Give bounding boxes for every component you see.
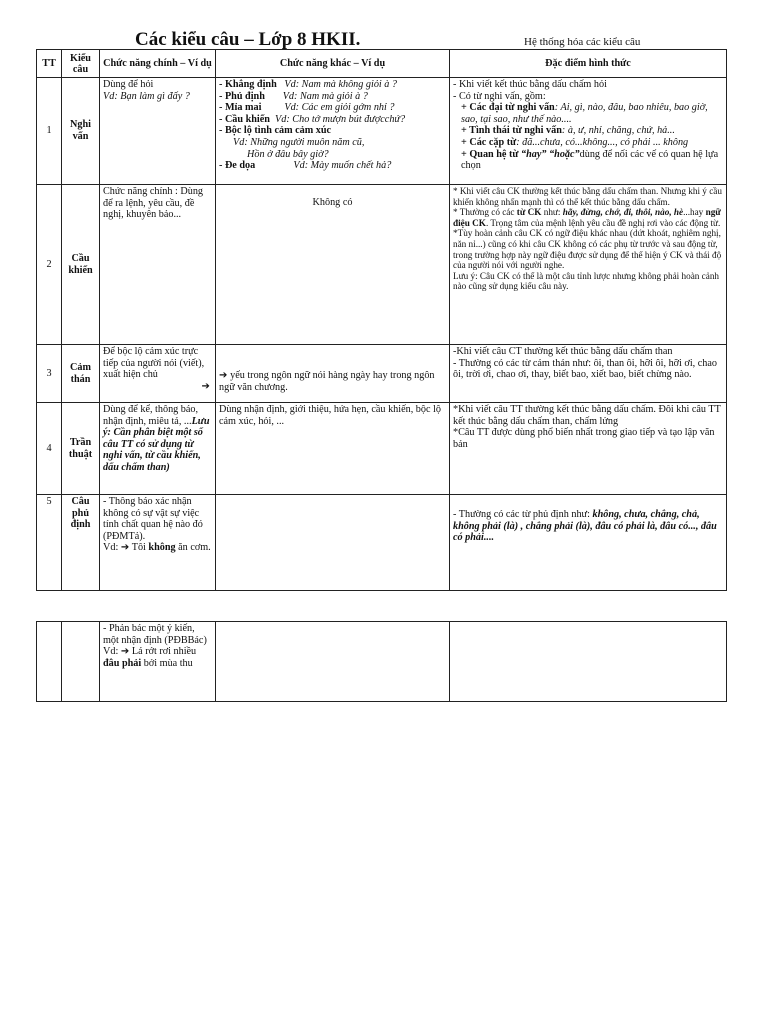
other-function-cell — [216, 622, 450, 702]
sentence-type: Nghi vấn — [62, 78, 100, 185]
row-number: 3 — [37, 345, 62, 403]
main-function-cell — [100, 403, 216, 495]
table-row — [37, 622, 727, 702]
row-number: 5 — [37, 495, 62, 591]
form-feature-text: : Ai, gì, nào, đâu, bao nhiêu, bao giờ, sao, tại sao, như thế nào.... — [461, 102, 708, 125]
header-kieu-cau: Kiểu câu — [62, 50, 100, 78]
function-label: - Đe dọa — [219, 160, 256, 172]
row-number — [37, 622, 62, 702]
form-feature-text: * Khi viết câu CK thường kết thúc bằng dấu chấm than. Nhưng khi ý cầu khiến không nhấn mạnh thì có thể kết thúc bằng dấu chấm. — [453, 186, 722, 207]
main-function-keyword: đâu phải — [103, 657, 142, 669]
function-example: Vd: Các em giỏi gớm nhỉ ? — [284, 102, 395, 114]
form-feature-text: . Trọng tâm của mệnh lệnh yêu cầu đề nghị rơi vào các động từ. — [485, 217, 721, 228]
function-label: - Khẳng định — [219, 79, 277, 90]
form-feature-cell — [450, 403, 727, 495]
function-example: Vd: Cho tớ mượn bút đượcchứ? — [275, 113, 406, 125]
row-number: 1 — [37, 78, 62, 185]
form-feature-label: + Tình thái từ nghi vấn — [461, 125, 562, 137]
form-feature-cell — [450, 345, 727, 403]
form-feature-text: - Khi viết kết thúc bằng dấu chấm hỏi — [453, 79, 607, 90]
header-tt: TT — [37, 50, 62, 78]
form-feature-cell — [450, 622, 727, 702]
form-feature-text: dùng để nối các vế có quan hệ lựa chọn — [461, 148, 719, 172]
form-feature-label: từ CK — [516, 207, 542, 218]
arrow-right-icon: ➔ — [219, 370, 228, 381]
form-feature-text: - Có từ nghi vấn, gồm: — [453, 90, 546, 102]
main-function-example: ăn cơm. — [175, 542, 211, 554]
function-example: Vd: Những người muôn năm cũ, — [233, 136, 365, 148]
table-row — [37, 495, 727, 591]
form-feature-text: *Khi viết câu TT thường kết thúc bằng dấu chấm. Đôi khi câu TT kết thúc bằng dấu chấm than, chấm lửng — [453, 404, 721, 427]
form-feature-text: : đã...chưa, có...không..., có phải ... không — [516, 136, 689, 148]
other-function-cell — [216, 185, 450, 345]
form-feature-cell — [450, 78, 727, 185]
document-title: Các kiểu câu – Lớp 8 HKII. — [135, 29, 361, 50]
form-feature-label: + Quan hệ từ — [461, 148, 519, 160]
function-example: Hồn ở đâu bây giờ? — [247, 148, 329, 160]
form-feature-text: - Thường có các từ phủ định như: — [453, 509, 593, 520]
main-function-example: bởi mùa thu — [141, 657, 193, 669]
form-feature-note: Lưu ý: Câu CK có thể là một câu tỉnh lược nhưng không phải hoàn cảnh nào cũng sử dụng kiểu câu này. — [453, 270, 720, 292]
sentence-types-table — [36, 49, 727, 591]
form-feature-text: * Thường có các — [453, 207, 517, 218]
form-feature-keywords: hãy, đừng, chớ, đi, thôi, nào, hè — [562, 207, 684, 218]
form-feature-text: ...hay — [683, 207, 706, 218]
sentence-type — [62, 622, 100, 702]
header-chuc-nang-khac: Chức năng khác – Ví dụ — [216, 50, 450, 78]
main-function-keyword: không — [148, 542, 176, 554]
form-feature-text: *Câu TT được dùng phổ biến nhất trong giao tiếp và tạo lập văn bản — [453, 427, 715, 450]
other-function-cell — [216, 495, 450, 591]
main-function-example: Vd: ➔ Lá rớt rơi nhiều — [103, 646, 197, 658]
table-row — [37, 403, 727, 495]
form-feature-cell — [450, 495, 727, 591]
main-function-cell — [100, 185, 216, 345]
table-row — [37, 185, 727, 345]
document-subtitle: Hệ thống hóa các kiểu câu — [524, 36, 641, 48]
form-feature-text: - Thường có các từ cảm thán như: ôi, than ôi, hỡi ôi, hỡi ơi, chao ôi, trời ơi, chao ơi, thay, biết bao, xiết bao, biết chừng nào. — [453, 357, 717, 381]
main-function-cell — [100, 345, 216, 403]
main-function-text: Để bộc lộ cảm xúc trực tiếp của người nói (viết), xuất hiện chủ — [103, 346, 205, 381]
header-dac-diem: Đặc điểm hình thức — [450, 50, 727, 78]
function-example: Vd: Nam mà không giỏi à ? — [284, 79, 398, 90]
form-feature-label: + Các cặp từ — [461, 136, 517, 148]
other-function-text: Dùng nhận định, giới thiệu, hứa hẹn, cầu khiến, bộc lộ cảm xúc, hỏi, ... — [219, 404, 441, 427]
function-label: - Mỉa mai — [219, 102, 262, 114]
form-feature-text: : à, ư, nhỉ, chăng, chứ, hả... — [561, 125, 675, 137]
other-function-cell — [216, 403, 450, 495]
table-header-row — [37, 50, 727, 78]
function-example: Vd: Nam mà giỏi à ? — [282, 90, 368, 102]
sentence-type: Câu phủ định — [62, 495, 100, 591]
main-function-cell — [100, 622, 216, 702]
main-function-text: Chức năng chính : Dùng để ra lệnh, yêu cầu, đề nghị, khuyên bảo... — [103, 186, 204, 221]
form-feature-text: như: — [541, 207, 563, 218]
main-function-text: Dùng để kể, thông báo, nhận định, miêu tả, ... — [103, 404, 199, 427]
form-feature-keywords: “hay” “hoặc” — [521, 148, 580, 160]
main-function-text: Dùng để hỏi — [103, 79, 154, 90]
other-function-text: yếu trong ngôn ngữ nói hàng ngày hay trong ngôn ngữ văn chương. — [219, 370, 435, 393]
form-feature-cell — [450, 185, 727, 345]
continuation-table — [36, 621, 727, 702]
other-function-cell — [216, 78, 450, 185]
form-feature-text: -Khi viết câu CT thường kết thúc bằng dấu chấm than — [453, 346, 673, 357]
main-function-text: - Phản bác một ý kiến, một nhận định (PĐBBác) — [103, 623, 207, 646]
form-feature-label: ngữ điệu CK — [453, 207, 721, 228]
row-number: 2 — [37, 185, 62, 345]
function-label: - Phủ định — [219, 90, 265, 102]
sentence-type: Cầu khiến — [62, 185, 100, 345]
main-function-cell — [100, 78, 216, 185]
row-number: 4 — [37, 403, 62, 495]
function-example: Vd: Mày muốn chết hả? — [293, 160, 392, 172]
main-function-cell — [100, 495, 216, 591]
form-feature-keywords: không, chưa, chẳng, chả, không phải (là) , chẳng phải (là), đâu có phải là, đâu có..., đâu có phải.... — [453, 509, 717, 544]
table-row — [37, 345, 727, 403]
form-feature-text: *Tùy hoàn cảnh câu CK có ngữ điệu khác nhau (dứt khoát, nghiêm nghị, năn nỉ...) cũng có khi câu CK không có các phụ từ trước và sau động từ, trong trường hợp này ngữ điệu được sử dụng để thể hiện ý CK và thái độ của người nói với người nghe. — [453, 228, 722, 271]
main-function-text: - Thông báo xác nhận không có sự vật sự việc tính chất quan hệ nào đó (PĐMTả). — [103, 496, 203, 542]
main-function-example: Vd: ➔ Tôi — [103, 542, 149, 554]
function-label: - Bộc lộ tình cảm cảm xúc — [219, 125, 332, 137]
table-row — [37, 78, 727, 185]
header-chuc-nang-chinh: Chức năng chính – Ví dụ — [100, 50, 216, 78]
function-label: - Cầu khiến — [219, 113, 270, 125]
sentence-type: Trần thuật — [62, 403, 100, 495]
sentence-type: Cảm thán — [62, 345, 100, 403]
other-function-text: Không có — [312, 197, 353, 208]
arrow-right-icon: ➔ — [201, 380, 210, 392]
main-function-note: Lưu ý: Cần phân biệt một số câu TT có sử dụng từ nghi vấn, từ cầu khiến, dấu chấm than) — [103, 415, 210, 473]
form-feature-label: + Các đại từ nghi vấn — [461, 102, 555, 114]
main-function-example: Vd: Bạn làm gì đấy ? — [103, 90, 190, 102]
other-function-cell — [216, 345, 450, 403]
